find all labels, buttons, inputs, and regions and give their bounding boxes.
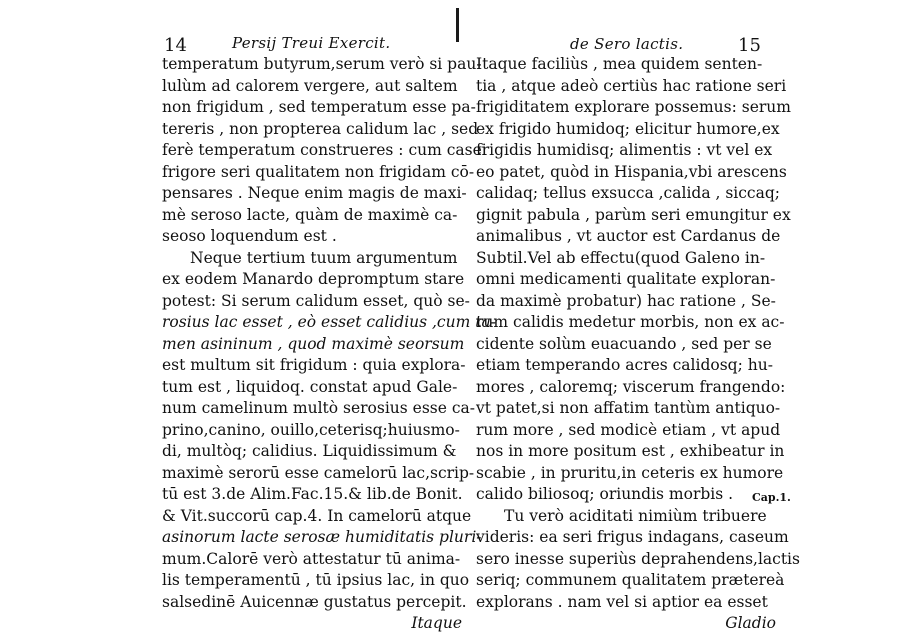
text-line: est multum sit frigidum : quia explora- [162, 356, 466, 374]
text-line: scabie , in pruritu,in ceteris ex humore [476, 463, 784, 482]
text-line: animalibus , vt auctor est Cardanus de [476, 227, 781, 245]
text-line: frigore seri qualitatem non frigidam cō- [162, 162, 475, 181]
text-line: eo patet, quòd in Hispania,vbi arescens [476, 162, 787, 181]
text-line: mores , caloremq; viscerum frangendo: [476, 377, 786, 396]
text-line: calido biliosoq; oriundis morbis . [476, 485, 734, 503]
text-line: salsedinē Auicennæ gustatus percepit. [162, 592, 467, 611]
text-line: tū est 3.de Alim.Fac.15.& lib.de Bonit. [162, 485, 463, 503]
text-line: seoso loquendum est . [162, 227, 337, 245]
page-divider [456, 8, 459, 42]
text-line: & Vit.succorū cap.4. In camelorū atque [162, 506, 472, 525]
text-line: mè seroso lacte, quàm de maximè ca- [162, 205, 458, 224]
text-line: tereris , non propterea calidum lac , sed [162, 119, 479, 138]
text-line: temperatum butyrum,serum verò si pau- [162, 55, 482, 73]
text-line: ferè temperatum construeres : cum casei [162, 141, 487, 159]
running-head: Persij Treui Exercit. [232, 34, 391, 52]
text-line: vt patet,si non affatim tantùm antiquo- [476, 399, 781, 417]
text-block [476, 54, 800, 635]
text-line: lis temperamentū , tū ipsius lac, in quo [162, 571, 470, 589]
text-line: omni medicamenti qualitate exploran- [476, 270, 776, 288]
text-line: lulùm ad calorem vergere, aut saltem [162, 76, 458, 95]
text-line: etiam temperando acres calidosq; hu- [476, 356, 773, 374]
text-line: Subtil.Vel ab effectu(quod Galeno in- [476, 248, 766, 267]
text-line: maximè serorū esse camelorū lac,scrip- [162, 463, 475, 482]
text-line: Itaque faciliùs , mea quidem senten- [476, 55, 763, 73]
text-line: nos in more positum est , exhibeatur in [476, 442, 785, 460]
text-line: seriq; communem qualitatem prætereà [476, 571, 785, 589]
text-line: num camelinum multò serosius esse ca- [162, 399, 475, 417]
text-line: Tu verò aciditati nimiùm tribuere [504, 506, 767, 525]
page-number: 15 [738, 35, 761, 56]
text-line: rum more , sed modicè etiam , vt apud [476, 420, 781, 439]
text-line: ex frigido humidoq; elicitur humore,ex [476, 119, 780, 138]
text-line: explorans . nam vel si aptior ea esset [476, 592, 768, 611]
text-line: men asininum , quod maximè seorsum [162, 334, 465, 353]
catchword: Itaque [411, 614, 462, 632]
right-page [470, 0, 800, 632]
text-line: videris: ea seri frigus indagans, caseum [476, 528, 789, 546]
text-line: da maximè probatur) hac ratione , Se- [476, 291, 776, 310]
text-line: frigiditatem explorare possemus: serum [476, 98, 791, 116]
text-line: sero inesse superiùs deprahendens,lactis [476, 549, 800, 568]
text-line: Neque tertium tuum argumentum [190, 248, 458, 267]
page-number: 14 [164, 35, 187, 56]
text-line: tum est , liquidoq. constat apud Gale- [162, 377, 458, 396]
left-page [130, 0, 496, 632]
text-line: ex eodem Manardo depromptum stare [162, 270, 465, 288]
text-line: calidaq; tellus exsucca ,calida , siccaq; [476, 184, 780, 202]
text-line: gignit pabula , parùm seri emungitur ex [476, 205, 791, 224]
text-line: rosius lac esset , eò esset calidius ,cum ta- [162, 313, 496, 331]
text-line: potest: Si serum calidum esset, quò se- [162, 291, 470, 310]
text-line: prino,canino, ouillo,ceterisq;huiusmo- [162, 420, 460, 439]
text-line: mum.Calorē verò attestatur tū anima- [162, 549, 461, 568]
text-line: asinorum lacte serosæ humiditatis pluri- [162, 528, 482, 546]
text-line: frigidis humidisq; alimentis : vt vel ex [476, 141, 773, 159]
text-line: tia , atque adeò certiùs hac ratione seri [476, 76, 787, 95]
text-line: di, multòq; calidius. Liquidissimum & [162, 442, 457, 460]
running-head: de Sero lactis. [570, 35, 684, 53]
text-line: rum calidis medetur morbis, non ex ac- [476, 313, 785, 331]
marginal-note: Cap.1. [752, 491, 791, 504]
text-block [162, 54, 496, 635]
text-line: cidente solùm euacuando , sed per se [476, 334, 772, 353]
text-line: non frigidum , sed temperatum esse pa- [162, 98, 476, 116]
catchword: Gladio [725, 614, 776, 632]
text-line: pensares . Neque enim magis de maxi- [162, 184, 467, 202]
